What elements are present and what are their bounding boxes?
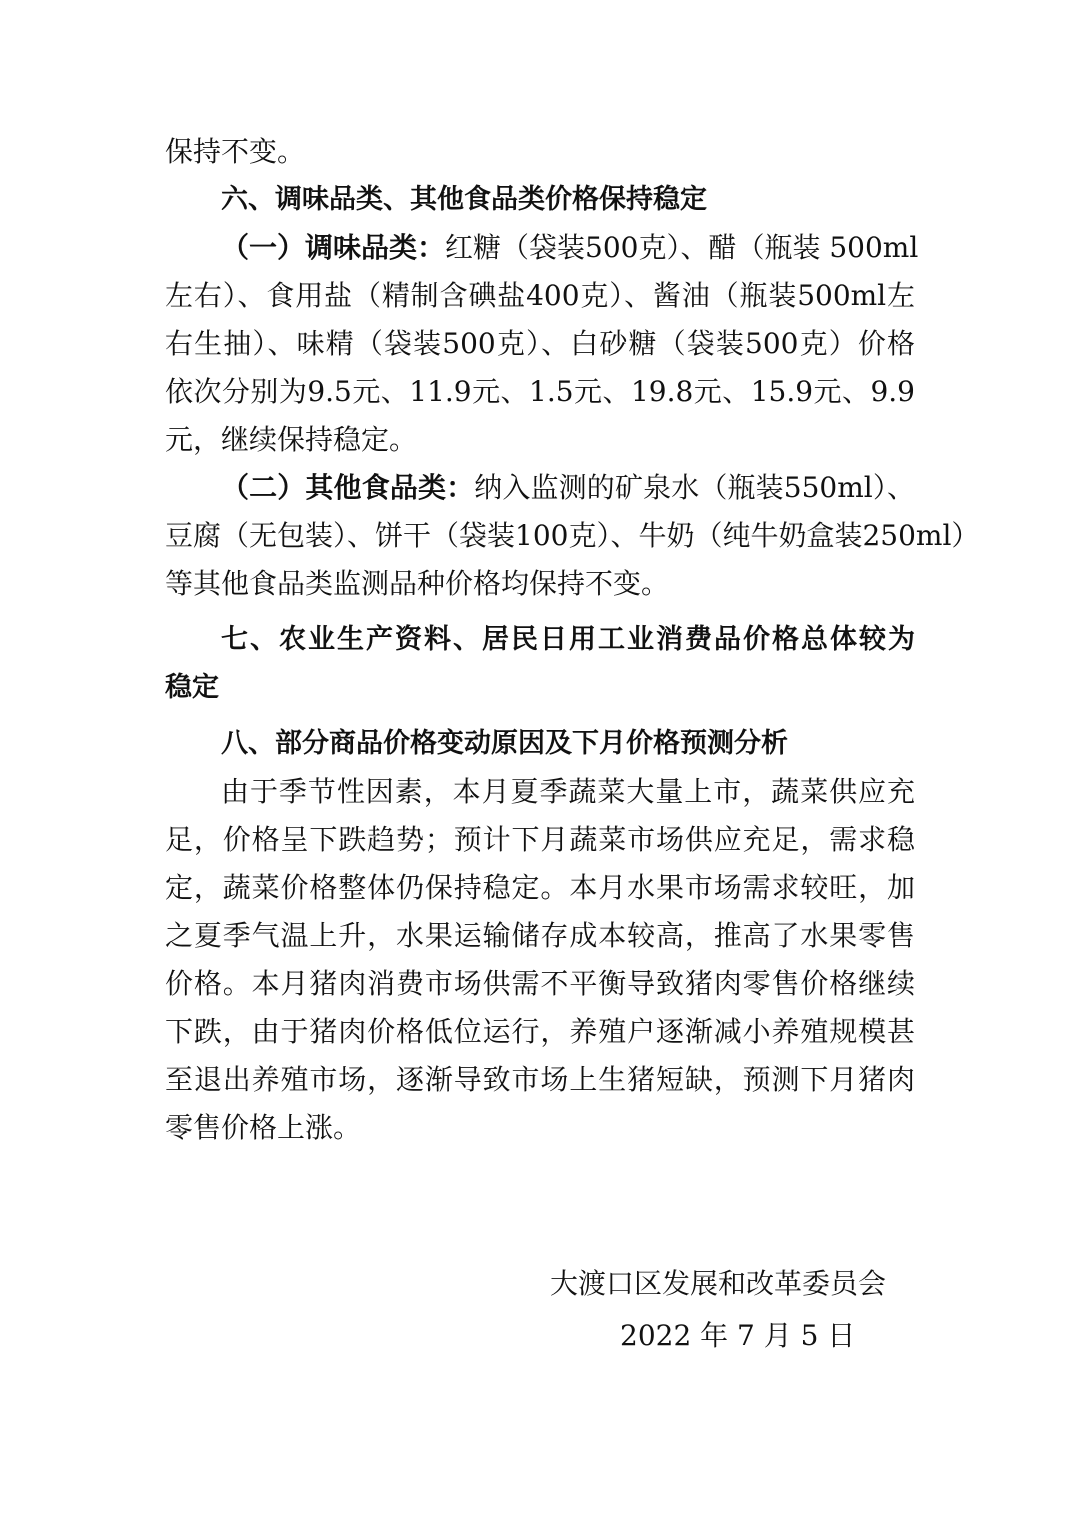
paragraph-line: 保持不变。 [165, 135, 306, 168]
paragraph-line: 右生抽）、味精（袋装500克）、白砂糖（袋装500克）价格 [165, 327, 915, 360]
signature-date: 2022 年 7 月 5 日 [620, 1319, 856, 1352]
section-heading-6: 六、调味品类、其他食品类价格保持稳定 [221, 184, 707, 215]
paragraph-text: 纳入监测的矿泉水（瓶装550ml）、 [474, 471, 915, 504]
paragraph-line: 依次分别为9.5元、11.9元、1.5元、19.8元、15.9元、9.9 [165, 375, 915, 408]
paragraph-line: 等其他食品类监测品种价格均保持不变。 [165, 567, 670, 600]
section-heading-7: 七、农业生产资料、居民日用工业消费品价格总体较为 [221, 624, 915, 655]
paragraph-line: 豆腐（无包装）、饼干（袋装100克）、牛奶（纯牛奶盒装250ml） [165, 519, 980, 552]
section-heading-7-cont: 稳定 [165, 672, 219, 703]
paragraph-line: 至退出养殖市场，逐渐导致市场上生猪短缺，预测下月猪肉 [165, 1063, 915, 1096]
paragraph-text: 红糖（袋装500克）、醋（瓶装 500ml [445, 231, 919, 264]
signature-block [550, 1258, 910, 1362]
paragraph-line [165, 224, 919, 272]
subsection-title-other-food: （二）其他食品类： [221, 471, 475, 504]
paragraph-line: 价格。本月猪肉消费市场供需不平衡导致猪肉零售价格继续 [165, 967, 915, 1000]
section-heading-8: 八、部分商品价格变动原因及下月价格预测分析 [221, 728, 788, 759]
paragraph-line: 足，价格呈下跌趋势；预计下月蔬菜市场供应充足，需求稳 [165, 823, 915, 856]
document-body [165, 128, 980, 1152]
paragraph-line: 由于季节性因素，本月夏季蔬菜大量上市，蔬菜供应充 [221, 775, 915, 808]
paragraph-line: 之夏季气温上升，水果运输储存成本较高，推高了水果零售 [165, 919, 915, 952]
paragraph-line: 零售价格上涨。 [165, 1111, 362, 1144]
paragraph-line: 左右）、食用盐（精制含碘盐400克）、酱油（瓶装500ml左 [165, 279, 915, 312]
subsection-title-condiments: （一）调味品类： [221, 231, 446, 264]
paragraph-line: 下跌，由于猪肉价格低位运行，养殖户逐渐减小养殖规模甚 [165, 1015, 915, 1048]
paragraph-line: 元，继续保持稳定。 [165, 423, 418, 456]
signature-organization: 大渡口区发展和改革委员会 [550, 1267, 887, 1300]
paragraph-line [165, 464, 915, 512]
paragraph-line: 定，蔬菜价格整体仍保持稳定。本月水果市场需求较旺，加 [165, 871, 915, 904]
